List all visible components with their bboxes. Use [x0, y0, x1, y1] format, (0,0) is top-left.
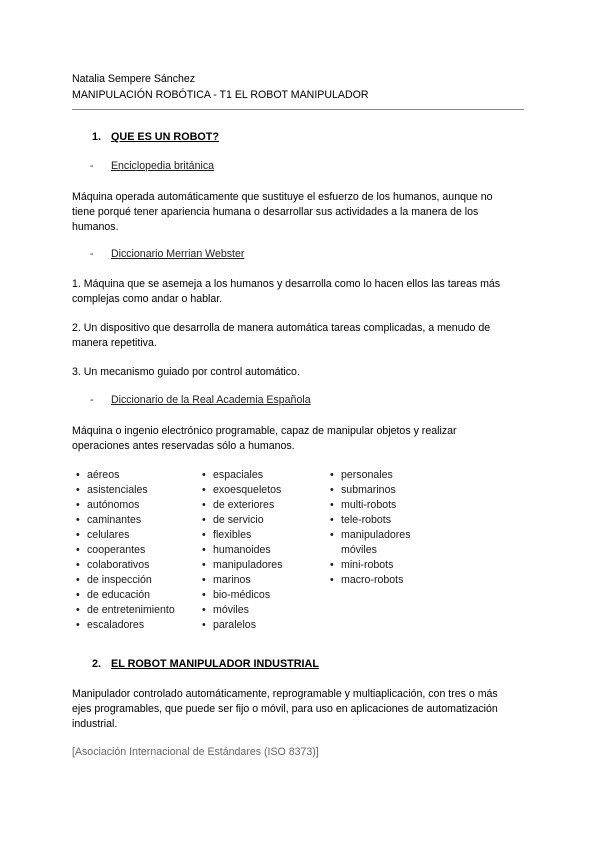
list-item: • multi-robots — [330, 499, 397, 511]
list-item: • tele-robots — [330, 514, 392, 526]
robot-types-column-1 — [75, 468, 175, 633]
text-line: operaciones antes reservadas sólo a humanos. — [72, 440, 295, 452]
section-2-number: 2. — [92, 658, 102, 670]
document-header — [72, 71, 369, 103]
bullet-icon: • — [76, 469, 80, 481]
bullet-icon: • — [76, 484, 80, 496]
course-title: MANIPULACIÓN ROBÓTICA - T1 EL ROBOT MANIPULADOR — [72, 89, 369, 101]
source-dash: - — [90, 394, 94, 406]
text-line: manera repetitiva. — [72, 337, 157, 349]
list-item: • aéreos — [76, 469, 120, 481]
bullet-icon: • — [202, 604, 206, 616]
section-1-number: 1. — [92, 131, 102, 143]
list-item: • manipuladores — [202, 559, 283, 571]
bullet-icon: • — [202, 589, 206, 601]
bullet-icon: • — [202, 499, 206, 511]
section-1-heading — [92, 131, 219, 143]
text-line: Máquina o ingenio electrónico programable, capaz de manipular objetos y realizar — [72, 425, 457, 437]
list-item: • autónomos — [76, 499, 140, 511]
list-item: • caminantes — [76, 514, 142, 526]
bullet-icon: • — [76, 544, 80, 556]
mw-definition-3 — [72, 365, 528, 380]
list-item: • personales — [330, 469, 393, 481]
section-2-title: EL ROBOT MANIPULADOR INDUSTRIAL — [111, 658, 319, 670]
rae-definition — [72, 424, 528, 454]
list-item: • humanoides — [202, 544, 271, 556]
list-item: • bio-médicos — [202, 589, 271, 601]
text-line: 2. Un dispositivo que desarrolla de manera automática tareas complicadas, a menudo de — [72, 322, 491, 334]
list-item: • de entretenimiento — [76, 604, 175, 616]
bullet-icon: • — [202, 514, 206, 526]
list-item: • asistenciales — [76, 484, 148, 496]
robot-types-column-3 — [329, 468, 411, 588]
source-dash: - — [90, 160, 94, 172]
bullet-icon: • — [202, 559, 206, 571]
mw-definition-1 — [72, 277, 528, 307]
header-divider — [72, 109, 524, 110]
bullet-icon: • — [330, 559, 334, 571]
text-line: 1. Máquina que se asemeja a los humanos y desarrolla como lo hacen ellos las tareas más — [72, 278, 501, 290]
list-item: • escaladores — [76, 619, 145, 631]
bullet-icon: • — [330, 484, 334, 496]
list-item: • marinos — [202, 574, 251, 586]
list-item: • móviles — [202, 604, 249, 616]
source-britannica — [90, 160, 214, 172]
bullet-icon: • — [330, 574, 334, 586]
list-item: • espaciales — [202, 469, 264, 481]
list-item: • macro-robots — [330, 574, 404, 586]
text-line: ejes programables, que puede ser fijo o móvil, para uso en aplicaciones de automatización — [72, 703, 498, 715]
list-item: • de inspección — [76, 574, 152, 586]
source-britannica-label: Enciclopedia británica — [110, 160, 215, 172]
bullet-icon: • — [202, 544, 206, 556]
robot-types-column-2 — [201, 468, 283, 633]
bullet-icon: • — [202, 484, 206, 496]
source-merriam-webster-label: Diccionario Merrian Webster — [110, 248, 245, 260]
list-item: • paralelos — [202, 619, 256, 631]
bullet-icon: • — [202, 619, 206, 631]
industrial-manipulator-definition — [72, 687, 528, 732]
text-line: Manipulador controlado automáticamente, reprogramable y multiaplicación, con tres o más — [72, 688, 498, 700]
list-item: • de exteriores — [202, 499, 275, 511]
list-item: • colaborativos — [76, 559, 150, 571]
bullet-icon: • — [76, 619, 80, 631]
bullet-icon: • — [76, 559, 80, 571]
source-dash: - — [90, 248, 94, 260]
text-line: humanos. — [72, 221, 119, 233]
list-item: • mini-robots — [330, 559, 394, 571]
section-1-title: QUE ES UN ROBOT? — [111, 131, 219, 143]
britannica-definition — [72, 190, 528, 235]
text-line: complejas como andar o hablar. — [72, 293, 223, 305]
source-merriam-webster — [90, 248, 244, 260]
mw-definition-2 — [72, 321, 528, 351]
source-rae-label: Diccionario de la Real Academia Española — [110, 394, 311, 406]
bullet-icon: • — [330, 469, 334, 481]
list-item: • exoesqueletos — [202, 484, 282, 496]
bullet-icon: • — [202, 529, 206, 541]
list-item: • manipuladores móviles — [330, 529, 411, 556]
list-item: • cooperantes — [76, 544, 146, 556]
section-2-heading — [92, 658, 319, 670]
list-item: • de servicio — [202, 514, 264, 526]
text-line: industrial. — [72, 718, 118, 730]
bullet-icon: • — [76, 499, 80, 511]
text-line: tiene porqué tener apariencia humana o desarrollar sus actividades a la manera de los — [72, 206, 479, 218]
text-line: Máquina operada automáticamente que sustituye el esfuerzo de los humanos, aunque no — [72, 191, 493, 203]
bullet-icon: • — [330, 499, 334, 511]
list-item: • submarinos — [330, 484, 396, 496]
bullet-icon: • — [202, 574, 206, 586]
bullet-icon: • — [76, 589, 80, 601]
list-item: • de educación — [76, 589, 151, 601]
list-item: • celulares — [76, 529, 130, 541]
bullet-icon: • — [330, 529, 334, 541]
text-line: 3. Un mecanismo guiado por control automático. — [72, 366, 300, 378]
bullet-icon: • — [76, 604, 80, 616]
bullet-icon: • — [202, 469, 206, 481]
bullet-icon: • — [76, 514, 80, 526]
author-name: Natalia Sempere Sánchez — [72, 73, 196, 85]
iso-citation: [Asociación Internacional de Estándares (ISO 8373)] — [72, 746, 319, 758]
bullet-icon: • — [330, 514, 334, 526]
bullet-icon: • — [76, 529, 80, 541]
bullet-icon: • — [76, 574, 80, 586]
list-item: • flexibles — [202, 529, 252, 541]
source-rae — [90, 394, 311, 406]
